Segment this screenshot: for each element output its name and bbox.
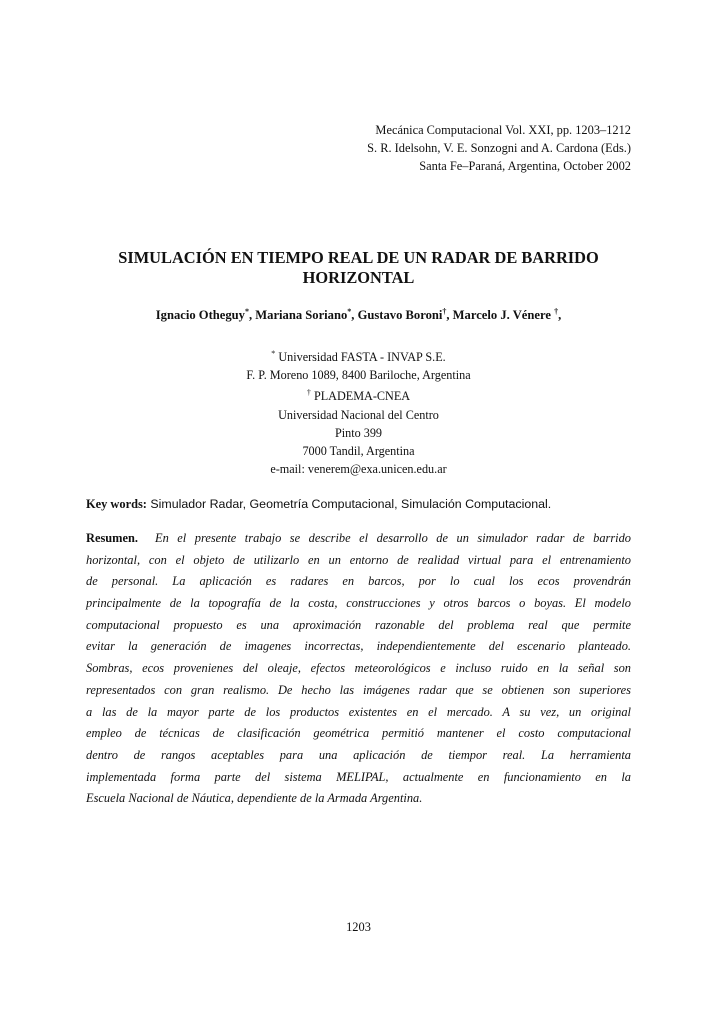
- affiliation-2-city: 7000 Tandil, Argentina: [302, 444, 415, 459]
- author-name: Ignacio Otheguy: [155, 308, 245, 323]
- abstract-line: evitar la generación de imagenes incorrectas, independientemente del escenario planteado.: [86, 639, 631, 654]
- author-name: Mariana Soriano: [255, 308, 348, 323]
- keywords-text: Simulador Radar, Geometría Computacional, Simulación Computacional.: [150, 497, 552, 511]
- keywords: [86, 497, 631, 512]
- affiliation-mark: *: [244, 307, 249, 316]
- paper-title-line-2: HORIZONTAL: [302, 268, 415, 287]
- abstract-line: horizontal, con el objeto de utilizarlo en un entorno de realidad virtual para el entrenamiento: [86, 552, 631, 567]
- abstract-label: Resumen.: [86, 531, 138, 545]
- author-list: [86, 307, 631, 323]
- affiliation-2-street: Pinto 399: [334, 425, 383, 440]
- abstract-line: a las de la mayor parte de los productos existentes en el mercado. A su vez, un original: [86, 704, 631, 719]
- paper-title-line-1: SIMULACIÓN EN TIEMPO REAL DE UN RADAR DE BARRIDO: [118, 248, 599, 267]
- abstract-line: Escuela Nacional de Náutica, dependiente de la Armada Argentina.: [86, 791, 423, 806]
- affiliation-2-name-line: [86, 384, 631, 405]
- abstract-line: [86, 528, 631, 550]
- contact-email: e-mail: venerem@exa.unicen.edu.ar: [270, 462, 447, 477]
- journal-citation: Mecánica Computacional Vol. XXI, pp. 1203–1212: [375, 123, 631, 137]
- author-separator: ,: [446, 308, 453, 323]
- author-separator: ,: [248, 308, 256, 323]
- keywords-label: Key words:: [86, 497, 147, 511]
- abstract: [86, 528, 631, 810]
- abstract-line-text: En el presente trabajo se describe el desarrollo de un simulador radar de barrido: [155, 531, 632, 545]
- abstract-line: implementada forma parte del sistema MELIPAL, actualmente en funcionamiento en la: [86, 769, 631, 784]
- abstract-line: representados con gran realismo. De hecho las imágenes radar que se obtienen son superiores: [86, 682, 631, 697]
- affiliation-mark: †: [554, 307, 559, 316]
- affiliation-mark: †: [306, 388, 311, 398]
- author-separator: ,: [558, 308, 562, 323]
- journal-location-date: Santa Fe–Paraná, Argentina, October 2002: [419, 159, 631, 173]
- affiliation-mark: *: [347, 307, 352, 316]
- affiliation-1-address: F. P. Moreno 1089, 8400 Bariloche, Argentina: [246, 368, 471, 383]
- affiliation-2-university: Universidad Nacional del Centro: [278, 407, 439, 422]
- author-separator: ,: [351, 308, 358, 323]
- abstract-line: de personal. La aplicación es radares en barcos, por lo cual los ecos provendrán: [86, 574, 631, 589]
- abstract-line: empleo de técnicas de clasificación geométrica permitió mantener el costo computacional: [86, 726, 631, 741]
- paper-title: [86, 248, 631, 288]
- abstract-line: dentro de rangos aceptables para una aplicación de tiempor real. La herramienta: [86, 747, 631, 762]
- abstract-line: Sombras, ecos provenienes del oleaje, efectos meteorológicos e incluso ruido en la señal son: [86, 661, 631, 676]
- affiliation-mark: †: [442, 307, 447, 316]
- author-name: Gustavo Boroni: [357, 308, 443, 323]
- page-number: 1203: [346, 920, 371, 934]
- author-name: Marcelo J. Vénere: [452, 308, 551, 323]
- affiliation-2-name: PLADEMA-CNEA: [313, 389, 411, 404]
- journal-header: [367, 121, 631, 175]
- abstract-line: computacional propuesto es una aproximación razonable del problema real que permite: [86, 617, 631, 632]
- journal-editors: S. R. Idelsohn, V. E. Sonzogni and A. Cardona (Eds.): [367, 141, 631, 155]
- affiliations: [86, 345, 631, 479]
- abstract-line: principalmente de la topografía de la costa, construcciones y otros barcos o boyas. El modelo: [86, 596, 631, 611]
- affiliation-1-name-line: [86, 345, 631, 366]
- affiliation-1-name: Universidad FASTA - INVAP S.E.: [278, 350, 446, 365]
- affiliation-mark: *: [271, 349, 276, 358]
